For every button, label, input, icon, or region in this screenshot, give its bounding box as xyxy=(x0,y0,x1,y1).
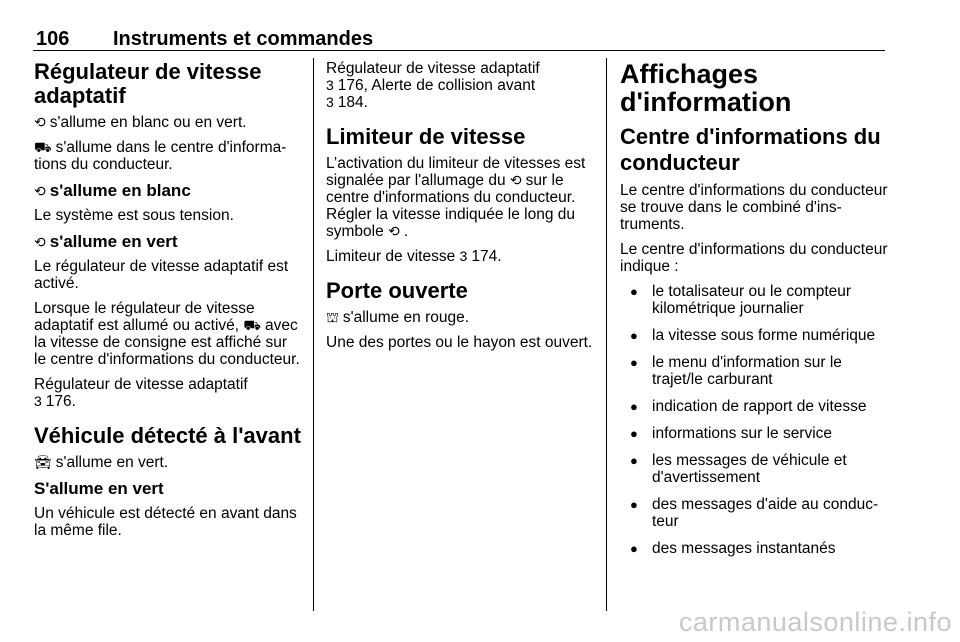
page-header xyxy=(33,24,885,51)
list-item: ● informations sur le service xyxy=(630,425,888,442)
paragraph: ⛟ s'allume dans le centre d'informations du conducteur. xyxy=(34,139,287,173)
paragraph: Le système est sous tension. xyxy=(34,207,234,224)
paragraph: Régulateur de vitesse adaptatif 3 176. xyxy=(34,376,248,410)
paragraph: Lorsque le régulateur de vitesse adaptatif est allumé ou activé, ⛟ avec la vitesse de consigne est affiché sur le centre d'informations du conducteur. xyxy=(34,300,300,368)
heading-info-displays: Affichages d'information xyxy=(620,59,792,117)
list-item: ● des messages d'aide au conducteur xyxy=(630,496,888,530)
page-ref-icon: 3 xyxy=(34,393,42,409)
paragraph: Le régulateur de vitesse adaptatif est activé. xyxy=(34,258,289,292)
heading-door-open: Porte ouverte xyxy=(326,278,468,303)
paragraph: ⛫ s'allume en rouge. xyxy=(326,309,470,326)
speed-limiter-icon: ⟲ xyxy=(509,172,522,188)
vehicle-ahead-cruise-icon: ⛟ xyxy=(34,139,52,155)
cruise-control-icon: ⟲ xyxy=(34,114,46,130)
page-ref-icon: 3 xyxy=(326,77,334,93)
list-item: ● le menu d'information sur le trajet/le carburant xyxy=(630,354,888,388)
speed-limiter-icon: ⟲ xyxy=(388,223,400,239)
paragraph: ⟲ s'allume en blanc ou en vert. xyxy=(34,114,247,131)
paragraph: Une des portes ou le hayon est ouvert. xyxy=(326,334,593,351)
page-number: 106 xyxy=(36,28,70,50)
paragraph: Le centre d'informations du conducteur se trouve dans le combiné d'instruments. xyxy=(620,182,888,233)
car-icon: 🚘︎ xyxy=(34,454,52,470)
list-item: ● le totalisateur ou le compteur kilométrique journalier xyxy=(630,283,888,317)
list-item: ● indication de rapport de vitesse xyxy=(630,398,888,415)
column-divider xyxy=(313,58,314,611)
paragraph: Le centre d'informations du conducteur indique : xyxy=(620,241,888,275)
column-2 xyxy=(326,60,594,612)
column-3 xyxy=(620,60,888,612)
paragraph: Régulateur de vitesse adaptatif 3 176, Alerte de collision avant 3 184. xyxy=(326,60,540,111)
column-divider xyxy=(606,58,607,611)
paragraph: Limiteur de vitesse 3 174. xyxy=(326,248,502,265)
door-open-icon: ⛫ xyxy=(326,309,339,325)
subheading-green: ⟲ s'allume en vert xyxy=(34,232,178,251)
cruise-control-icon: ⟲ xyxy=(34,234,46,250)
info-list xyxy=(620,283,888,557)
column-1 xyxy=(34,60,302,612)
heading-adaptive-cruise: Régulateur de vitesse adaptatif xyxy=(34,59,262,108)
heading-speed-limiter: Limiteur de vitesse xyxy=(326,124,526,149)
watermark: carmanualsonline.info xyxy=(678,607,952,637)
paragraph: Un véhicule est détecté en avant dans la même file. xyxy=(34,505,297,539)
list-item: ● les messages de véhicule et d'avertissement xyxy=(630,452,888,486)
heading-vehicle-ahead: Véhicule détecté à l'avant xyxy=(34,423,301,448)
cruise-control-icon: ⟲ xyxy=(34,183,46,199)
subheading-white: ⟲ s'allume en blanc xyxy=(34,181,191,200)
list-item: ● la vitesse sous forme numérique xyxy=(630,327,888,344)
page-ref-icon: 3 xyxy=(326,94,334,110)
paragraph: 🚘︎ s'allume en vert. xyxy=(34,454,169,471)
subheading-green-2: S'allume en vert xyxy=(34,479,164,498)
page-ref-icon: 3 xyxy=(459,248,468,264)
section-title: Instruments et commandes xyxy=(113,28,374,50)
vehicle-ahead-cruise-icon: ⛟ xyxy=(243,317,262,333)
paragraph: L’activation du limiteur de vitesses est signalée par l'allumage du ⟲ sur le centre d'informations du conducteur. Régler la vitesse indiquée le long du symbole ⟲ . xyxy=(326,155,586,240)
subheading-driver-info-center: Centre d'informations du conducteur xyxy=(620,124,881,175)
list-item: ● des messages instantanés xyxy=(630,540,888,557)
